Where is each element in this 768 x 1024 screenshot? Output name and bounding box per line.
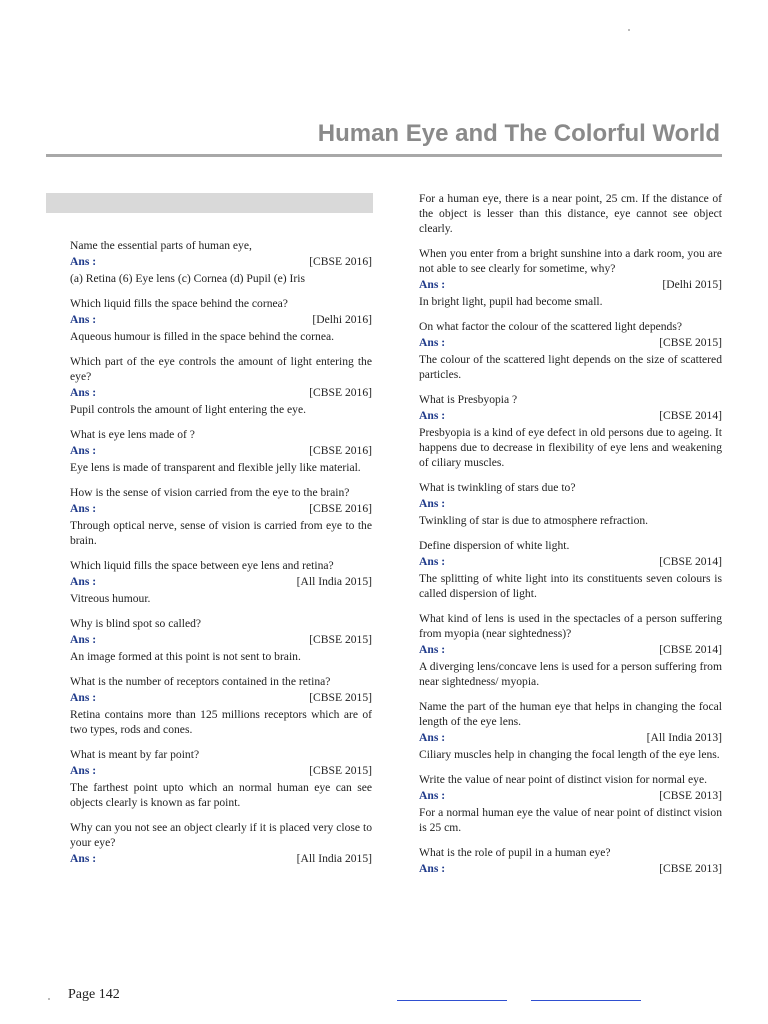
question-text: What is the role of pupil in a human eye?: [419, 846, 611, 859]
title-divider: [46, 154, 722, 157]
answer-label: Ans :: [419, 336, 446, 349]
question-text: What kind of lens is used in the spectacles of a person suffering from myopia (near sightedness)?: [419, 612, 722, 640]
exam-source: [Delhi 2016]: [312, 313, 372, 326]
qa-item: [419, 845, 722, 876]
qa-item: [70, 296, 372, 344]
qa-item: [70, 674, 372, 737]
answer-text: Ciliary muscles help in changing the focal length of the eye lens.: [419, 748, 720, 761]
answer-label: Ans :: [419, 862, 446, 875]
answer-text: The farthest point upto which an normal human eye can see objects clearly is known as far point.: [70, 781, 372, 809]
answer-label: Ans :: [70, 444, 97, 457]
answer-label: Ans :: [70, 386, 97, 399]
exam-source: [CBSE 2014]: [659, 555, 722, 568]
question-text: For a human eye, there is a near point, 25 cm. If the distance of the object is lesser than this distance, eye cannot see object clearly.: [419, 192, 722, 235]
qa-item: [70, 616, 372, 664]
corner-dot: [628, 29, 630, 31]
qa-item: [70, 558, 372, 606]
answer-text: In bright light, pupil had become small.: [419, 295, 603, 308]
answer-label: Ans :: [419, 497, 446, 510]
answer-line: [70, 690, 372, 705]
qa-item: [419, 392, 722, 470]
footer-link-left[interactable]: [397, 1000, 507, 1001]
answer-label: Ans :: [70, 633, 97, 646]
qa-item: [70, 354, 372, 417]
exam-source: [CBSE 2013]: [659, 789, 722, 802]
answer-text: Vitreous humour.: [70, 592, 151, 605]
answer-line: [70, 443, 372, 458]
question-text: What is twinkling of stars due to?: [419, 481, 576, 494]
qa-item: [419, 772, 722, 835]
question-text: What is the number of receptors contained in the retina?: [70, 675, 331, 688]
exam-source: [CBSE 2015]: [309, 633, 372, 646]
qa-item: [419, 319, 722, 382]
exam-source: [CBSE 2015]: [309, 691, 372, 704]
exam-source: [CBSE 2014]: [659, 643, 722, 656]
qa-item: [419, 191, 722, 236]
exam-source: [CBSE 2016]: [309, 255, 372, 268]
exam-source: [Delhi 2015]: [662, 278, 722, 291]
answer-text: Presbyopia is a kind of eye defect in old persons due to ageing. It happens due to decrease in flexibility of eye lens and weakening of ciliary muscles.: [419, 426, 722, 469]
qa-item: [70, 238, 372, 286]
question-text: What is eye lens made of ?: [70, 428, 195, 441]
footer-dot: [48, 998, 50, 1000]
answer-text: Retina contains more than 125 millions receptors which are of two types, rods and cones.: [70, 708, 372, 736]
question-text: When you enter from a bright sunshine into a dark room, you are not able to see clearly for sometime, why?: [419, 247, 722, 275]
answer-line: [70, 574, 372, 589]
answer-line: [419, 861, 722, 876]
answer-label: Ans :: [70, 764, 97, 777]
answer-line: [70, 851, 372, 866]
footer-link-right[interactable]: [531, 1000, 641, 1001]
qa-item: [70, 427, 372, 475]
exam-source: [All India 2015]: [296, 852, 372, 865]
answer-label: Ans :: [70, 575, 97, 588]
page-number: Page 142: [68, 987, 120, 1002]
question-text: Write the value of near point of distinct vision for normal eye.: [419, 773, 708, 786]
qa-item: [70, 747, 372, 810]
answer-line: [419, 277, 722, 292]
answer-line: [419, 496, 722, 511]
answer-line: [419, 730, 722, 745]
exam-source: [CBSE 2016]: [309, 386, 372, 399]
question-text: Name the part of the human eye that helps in changing the focal length of the eye lens.: [419, 700, 722, 728]
right-column: [419, 191, 722, 886]
answer-line: [70, 385, 372, 400]
answer-label: Ans :: [419, 555, 446, 568]
question-text: Which part of the eye controls the amount of light entering the eye?: [70, 355, 372, 383]
answer-label: Ans :: [70, 852, 97, 865]
answer-line: [419, 408, 722, 423]
answer-label: Ans :: [70, 255, 97, 268]
chapter-title: Human Eye and The Colorful World: [317, 120, 720, 147]
answer-line: [70, 254, 372, 269]
question-text: Why can you not see an object clearly if it is placed very close to your eye?: [70, 821, 372, 849]
qa-item: [419, 480, 722, 528]
question-text: What is meant by far point?: [70, 748, 200, 761]
exam-source: [CBSE 2013]: [659, 862, 722, 875]
question-text: On what factor the colour of the scattered light depends?: [419, 320, 683, 333]
section-header-bar: [46, 193, 373, 213]
answer-text: For a normal human eye the value of near point of distinct vision is 25 cm.: [419, 806, 722, 834]
answer-label: Ans :: [70, 502, 97, 515]
answer-line: [419, 788, 722, 803]
qa-item: [419, 699, 722, 762]
answer-line: [70, 763, 372, 778]
exam-source: [CBSE 2016]: [309, 502, 372, 515]
answer-label: Ans :: [70, 691, 97, 704]
qa-item: [70, 820, 372, 866]
answer-text: Aqueous humour is filled in the space behind the cornea.: [70, 330, 335, 343]
answer-text: The splitting of white light into its constituents seven colours is called dispersion of light.: [419, 572, 722, 600]
qa-item: [70, 485, 372, 548]
answer-text: A diverging lens/concave lens is used for a person suffering from near sightedness/ myopia.: [419, 660, 722, 688]
qa-item: [419, 611, 722, 689]
exam-source: [CBSE 2014]: [659, 409, 722, 422]
answer-line: [70, 632, 372, 647]
exam-source: [CBSE 2016]: [309, 444, 372, 457]
answer-line: [70, 501, 372, 516]
exam-source: [CBSE 2015]: [659, 336, 722, 349]
question-text: Why is blind spot so called?: [70, 617, 202, 630]
answer-label: Ans :: [70, 313, 97, 326]
answer-text: Through optical nerve, sense of vision is carried from eye to the brain.: [70, 519, 372, 547]
question-text: What is Presbyopia ?: [419, 393, 518, 406]
question-text: Define dispersion of white light.: [419, 539, 570, 552]
answer-label: Ans :: [419, 409, 446, 422]
answer-line: [419, 554, 722, 569]
answer-text: Eye lens is made of transparent and flexible jelly like material.: [70, 461, 361, 474]
answer-text: Pupil controls the amount of light entering the eye.: [70, 403, 307, 416]
answer-text: An image formed at this point is not sent to brain.: [70, 650, 301, 663]
question-text: Which liquid fills the space behind the cornea?: [70, 297, 288, 310]
qa-item: [419, 538, 722, 601]
exam-source: [All India 2013]: [646, 731, 722, 744]
exam-source: [CBSE 2015]: [309, 764, 372, 777]
answer-label: Ans :: [419, 278, 446, 291]
answer-label: Ans :: [419, 789, 446, 802]
answer-line: [70, 312, 372, 327]
qa-item: [419, 246, 722, 309]
question-text: Name the essential parts of human eye,: [70, 239, 252, 252]
left-column: [70, 238, 372, 876]
question-text: How is the sense of vision carried from the eye to the brain?: [70, 486, 350, 499]
question-text: Which liquid fills the space between eye lens and retina?: [70, 559, 334, 572]
answer-text: (a) Retina (6) Eye lens (c) Cornea (d) Pupil (e) Iris: [70, 272, 306, 285]
exam-source: [All India 2015]: [296, 575, 372, 588]
answer-text: The colour of the scattered light depends on the size of scattered particles.: [419, 353, 722, 381]
answer-label: Ans :: [419, 643, 446, 656]
answer-label: Ans :: [419, 731, 446, 744]
answer-line: [419, 335, 722, 350]
answer-text: Twinkling of star is due to atmosphere refraction.: [419, 514, 649, 527]
answer-line: [419, 642, 722, 657]
